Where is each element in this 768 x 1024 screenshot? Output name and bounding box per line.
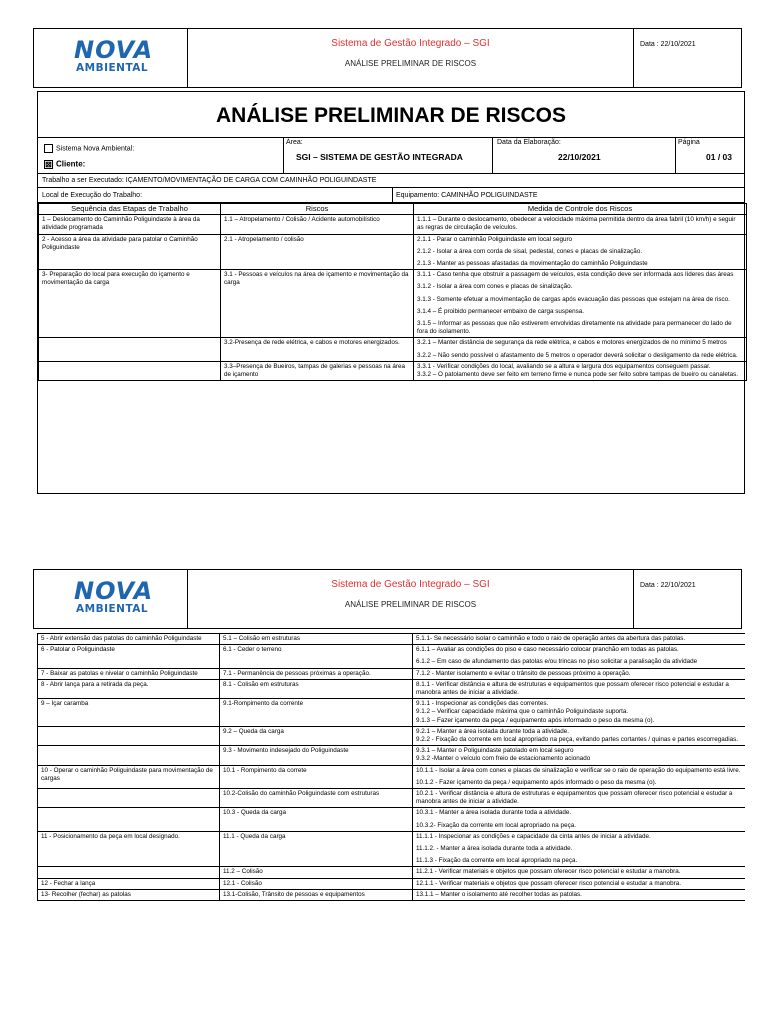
etapa-cell: 7 - Baixar as patolas e nivelar o caminhão Poliguindaste (38, 668, 220, 679)
table-row (38, 746, 746, 765)
table-row (38, 679, 746, 698)
risco-cell: 3.2-Presença de rede elétrica, e cabos e motores energizados. (221, 338, 414, 361)
medida-item: 11.2.1 - Verificar materiais e objetos que possam oferecer risco potencial e estudar a manobra. (416, 868, 681, 876)
local-text: Local de Execução do Trabalho: (42, 192, 143, 199)
logo-ambiental-text: AMBIENTAL (76, 603, 149, 615)
table-row (38, 699, 746, 727)
col-etapas: Sequência das Etapas de Trabalho (39, 204, 221, 215)
local-row (38, 188, 744, 203)
etapa-cell (39, 338, 221, 361)
system-title: Sistema de Gestão Integrado – SGI (331, 579, 490, 590)
sistema-label: Sistema Nova Ambiental: (56, 145, 135, 153)
risco-cell: 9.3 - Movimento indesejado do Poliguindaste (220, 746, 413, 765)
medidas-cell (413, 789, 746, 808)
table-row (38, 645, 746, 668)
medida-item: 3.2.2 – Não sendo possível o afastamento de 5 metros o operador deverá solicitar o desligamento da rede elétrica. (417, 351, 738, 359)
etapa-cell: 9 – Içar caramba (38, 699, 220, 727)
risco-cell: 9.2 – Queda da carga (220, 726, 413, 745)
doc-subtitle: ANÁLISE PRELIMINAR DE RISCOS (344, 600, 477, 609)
table-row (38, 765, 746, 788)
medidas-cell (414, 338, 747, 361)
risco-cell: 10.1 - Rompimento da correte (220, 765, 413, 788)
medidas-cell (413, 746, 746, 765)
data-elab-label: Data da Elaboração: (497, 139, 561, 146)
nova-ambiental-logo (74, 38, 154, 76)
etapa-cell (38, 808, 220, 831)
risco-cell: 3.1 - Pessoas e veículos na área de içamento e movimentação da carga (221, 270, 414, 338)
medidas-cell (414, 361, 747, 380)
medida-item: 9.3.1 – Manter o Poliguindaste patolado em local seguro 9.3.2 -Manter o veículo com freio de estacionamento acionado (416, 747, 591, 763)
logo-ambiental-text: AMBIENTAL (76, 62, 149, 74)
medida-item: 3.2.1 – Manter distância de segurança da rede elétrica, e cabos e motores energizados de no mínimo 5 metros (417, 339, 727, 347)
risco-cell: 10.3 - Queda da carga (220, 808, 413, 831)
etapa-cell (38, 746, 220, 765)
etapa-cell: 6 - Patolar o Poliguindaste (38, 645, 220, 668)
etapa-cell (38, 867, 220, 878)
medidas-cell (413, 808, 746, 831)
cliente-checkbox[interactable]: ⊠ (45, 160, 52, 169)
risco-cell: 9.1-Rompimento da corrente (220, 699, 413, 727)
table-row (39, 270, 747, 338)
medida-item: 11.1.1 - Inspecionar as condições e capacidade da cinta antes de iniciar a atividade. (416, 832, 651, 840)
etapa-cell (38, 726, 220, 745)
medidas-cell (413, 668, 746, 679)
table-row (38, 634, 746, 645)
medida-item: 9.1.1 - Inspecionar as condições das correntes. 9.1.2 – Verificar capacidade máxima que o caminhão Poliguindaste suporta. 9.1.3 – Fazer içamento da peça / equipamento após informado o peso da mesma (o). (416, 700, 655, 724)
risco-cell: 8.1 - Colisão em estruturas (220, 679, 413, 698)
medida-item: 9.2.1 – Manter a área isolada durante toda a atividade. 9.2.2 - Fixação da corrente em local apropriado na peça, evitando partes cortantes / quinas e partes escorregadias. (416, 727, 739, 744)
logo-nova-text: NOVA (74, 36, 154, 64)
nova-ambiental-logo (74, 579, 154, 617)
medidas-cell (414, 234, 747, 270)
risk-table-2 (37, 633, 745, 1024)
apr-block (37, 91, 745, 494)
etapa-cell: 12 - Fechar a lança (38, 878, 220, 889)
logo-nova-text: NOVA (74, 577, 154, 605)
table-row (38, 831, 746, 867)
cliente-field (44, 160, 85, 169)
risco-cell: 13.1-Colisão, Trânsito de pessoas e equipamentos (220, 889, 413, 900)
risco-cell: 6.1 - Ceder o terreno (220, 645, 413, 668)
risco-cell: 12.1 - Colisão (220, 878, 413, 889)
medida-item: 12.1.1 - Verificar materiais e objetos que possam oferecer risco potencial e estudar a manobra. (416, 879, 681, 887)
medidas-cell (413, 765, 746, 788)
table-row (38, 878, 746, 889)
table-row (38, 867, 746, 878)
medida-item: 6.1.1 – Avaliar as condições do piso e caso necessário colocar pranchão em todas as patolas. (416, 646, 679, 654)
medida-item: 3.1.2 - Isolar a área com cones e placas de sinalização. (417, 283, 573, 291)
system-title: Sistema de Gestão Integrado – SGI (331, 38, 490, 49)
medidas-cell (413, 889, 746, 900)
risco-cell: 5.1 – Colisão em estruturas (220, 634, 413, 645)
table-row (38, 668, 746, 679)
risco-cell: 3.3–Presença de Bueiros, tampas de galerias e pessoas na área de içamento (221, 361, 414, 380)
medidas-cell (414, 215, 747, 234)
etapa-cell: 13- Recolher (fechar) as patolas (38, 889, 220, 900)
logo-cell (34, 29, 188, 87)
doc-subtitle: ANÁLISE PRELIMINAR DE RISCOS (344, 59, 477, 68)
etapa-cell (38, 789, 220, 808)
pagina-label: Página (678, 139, 700, 146)
table-row (38, 726, 746, 745)
table-row (38, 889, 746, 900)
medida-item: 7.1.2 - Manter isolamento e evitar o trânsito de pessoas próximo a operação. (416, 669, 631, 677)
col-medidas: Medida de Controle dos Riscos (414, 204, 747, 215)
medidas-cell (413, 831, 746, 867)
date-cell: Data : 22/10/2021 (640, 582, 696, 589)
medida-item: 2.1.1 - Parar o caminhão Poliguindaste em local seguro (417, 235, 573, 243)
table-row (39, 234, 747, 270)
page-header-2 (33, 569, 742, 629)
medidas-cell (414, 270, 747, 338)
etapa-cell: 5 - Abrir extensão das patolas do caminhão Poliguindaste (38, 634, 220, 645)
medida-item: 11.1.3 - Fixação da corrente em local apropriado na peça. (416, 857, 578, 865)
table-header-row (39, 204, 747, 215)
medida-item: 10.1.1 - Isolar a área com cones e placas de sinalização e verificar se o raio de operação do equipamento está livre. (416, 766, 741, 774)
medidas-cell (413, 634, 746, 645)
etapa-cell (39, 361, 221, 380)
table-row (39, 215, 747, 234)
medidas-cell (413, 726, 746, 745)
table-row (38, 808, 746, 831)
etapa-cell: 1 – Deslocamento do Caminhão Poliguindaste à área da atividade programada (39, 215, 221, 234)
medidas-cell (413, 867, 746, 878)
etapa-cell: 11 - Posicionamento da peça em local designado. (38, 831, 220, 867)
medida-item: 2.1.3 - Manter as pessoas afastadas da movimentação do caminhão Poliguindaste (417, 260, 648, 268)
medida-item: 6.1.2 – Em caso de afundamento das patolas e/ou trincas no piso solicitar a paralisação da atividade (416, 658, 698, 666)
medida-item: 10.3.1 - Manter a área isolada durante toda a atividade. (416, 809, 572, 817)
area-value: SGI – SISTEMA DE GESTÃO INTEGRADA (296, 152, 463, 162)
medida-item: 8.1.1 - Verificar distância e altura de estruturas e equipamentos que possam oferecer risco potencial e estudar a manobra antes de iniciar a atividade. (416, 680, 729, 697)
medida-item: 3.1.1 - Caso tenha que obstruir a passagem de veículos, esta condição deve ser informada aos líderes das áreas (417, 271, 734, 279)
sistema-checkbox[interactable] (44, 144, 53, 153)
risco-cell: 1.1 – Atropelamento / Colisão / Acidente automobilístico (221, 215, 414, 234)
table-row (39, 338, 747, 361)
medidas-cell (413, 679, 746, 698)
col-riscos: Riscos (221, 204, 414, 215)
trabalho-text: Trabalho a ser Executado: IÇAMENTO/MOVIMENTAÇÃO DE CARGA COM CAMINHÃO POLIGUINDASTE (42, 177, 377, 184)
trabalho-row (38, 174, 744, 188)
medida-item: 10.3.2- Fixação da corrente em local apropriado na peça. (416, 821, 576, 829)
risco-cell: 10.2-Colisão do caminhão Poliguindaste com estruturas (220, 789, 413, 808)
medida-item: 10.2.1 - Verificar distância e altura de estruturas e equipamentos que possam oferecer risco potencial e estudar a manobra antes de iniciar a atividade. (416, 790, 733, 806)
data-elab-value: 22/10/2021 (558, 152, 601, 162)
title-cell (188, 570, 634, 628)
table-row (38, 789, 746, 808)
medida-item: 3.1.3 - Somente efetuar a movimentação de cargas após evacuação das pessoas que estejam na área de risco. (417, 295, 730, 303)
risco-cell: 11.1 - Queda da carga (220, 831, 413, 867)
medida-item: 13.1.1 – Manter o isolamento até recolher todas as patolas. (416, 890, 582, 898)
risco-cell: 11.2 – Colisão (220, 867, 413, 878)
medidas-cell (413, 699, 746, 727)
medida-item: 11.1.2. - Manter a área isolada durante toda a atividade. (416, 845, 573, 853)
medidas-cell (413, 878, 746, 889)
table-row (39, 361, 747, 380)
etapa-cell: 3- Preparação do local para execução do içamento e movimentação da carga (39, 270, 221, 338)
page-header-1 (33, 28, 742, 88)
medida-item: 1.1.1 – Durante o deslocamento, obedecer a velocidade máxima permitida dentro da área fabril (10 km/h) e seguir as regras de circulação de veículos. (417, 216, 736, 232)
risco-cell: 2.1 - Atropelamento / colisão (221, 234, 414, 270)
logo-cell (34, 570, 188, 628)
risco-cell: 7.1 - Permanência de pessoas próximas a operação. (220, 668, 413, 679)
etapa-cell: 2 - Acesso a área da atividade para patolar o Caminhão Poliguindaste (39, 234, 221, 270)
medida-item: 3.1.4 – É proibido permanecer embaixo de carga suspensa. (417, 307, 584, 315)
medidas-cell (413, 645, 746, 668)
medida-item: 2.1.2 - Isolar a área com corda de sisal, pedestal, cones e placas de sinalização. (417, 247, 643, 255)
apr-title: ANÁLISE PRELIMINAR DE RISCOS (38, 92, 744, 138)
pagina-value: 01 / 03 (706, 152, 732, 162)
info-row (38, 138, 744, 174)
sistema-field (44, 144, 134, 153)
medida-item: 3.3.1 - Verificar condições do local, avaliando se a altura e largura dos equipamentos conseguem passar. 3.3.2 – O patolamento deve ser feito em terreno firme e nunca pode ser feito sobre tampas de bueiro ou canaletas. (417, 362, 738, 379)
risk-table-1 (38, 203, 744, 381)
medida-item: 5.1.1- Se necessário isolar o caminhão e todo o raio de operação antes da abertura das patolas. (416, 635, 686, 642)
medida-item: 3.1.5 – Informar as pessoas que não estiverem envolvidas diretamente na atividade para permanecer do lado de fora do isolamento. (417, 320, 732, 336)
area-label: Área: (286, 139, 303, 146)
title-cell (188, 29, 634, 87)
etapa-cell: 8 - Abrir lança para a retirada da peça. (38, 679, 220, 698)
equipamento-text: Equipamento: CAMINHÃO POLIGUINDASTE (396, 192, 538, 199)
etapa-cell: 10 - Operar o caminhão Poliguindaste para movimentação de cargas (38, 765, 220, 788)
cliente-label: Cliente: (56, 159, 86, 169)
date-cell: Data : 22/10/2021 (640, 41, 696, 48)
medida-item: 10.1.2 - Fazer içamento da peça / equipamento após informado o peso da mesma (o). (416, 778, 657, 786)
